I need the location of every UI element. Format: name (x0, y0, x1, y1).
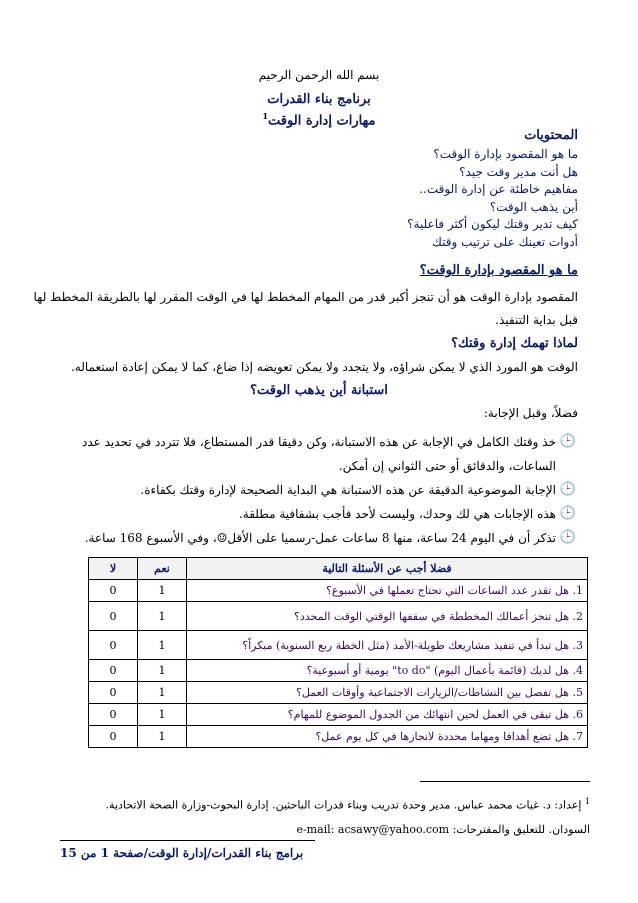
question-text: هل تضع أهدافا ومهاما محددة لانجازها في كل يوم عمل؟ (315, 730, 569, 743)
instruction-text: خذ وقتك الكامل في الإجابة عن هذه الاستبانة، وكن دقيقا قدر المستطاع، فلا تتردد في تحديد عدد الساعات، والدقائق أو حتى الثواني إن أمكن. (82, 435, 556, 473)
no-score[interactable]: 0 (89, 682, 138, 704)
document-title (0, 111, 638, 128)
table-header-row (89, 558, 588, 580)
yes-score[interactable]: 1 (138, 704, 187, 726)
page-footer: برامج بناء القدرات/إدارة الوقت/صفحة 1 من 15 (60, 846, 304, 860)
questions-table (88, 557, 588, 748)
section-heading-definition: ما هو المقصود بإدارة الوقت؟ (419, 263, 578, 278)
question-number: 7. (572, 730, 583, 743)
question-number: 2. (572, 609, 583, 623)
definition-line-1: المقصود بإدارة الوقت هو أن تنجز أكبر قدر من المهام المخطط لها في الوقت المقرر لها بالطريقة المخطط لها (33, 290, 578, 304)
basmala: بسم الله الرحمن الرحيم (258, 68, 380, 82)
no-score[interactable]: 0 (89, 631, 138, 660)
clock-icon: 🕒 (559, 434, 576, 449)
table-row (89, 682, 588, 704)
footnote-line-2: السودان. للتعليق والمقترحات: e-mail: acsawy@yahoo.com (296, 822, 590, 836)
section-heading-importance: لماذا تهمك إدارة وقتك؟ (451, 336, 578, 351)
table-row (89, 602, 588, 631)
no-score[interactable]: 0 (89, 660, 138, 682)
yes-score[interactable]: 1 (138, 660, 187, 682)
question-number: 3. (572, 638, 583, 652)
footnote-marker: 1 (262, 111, 269, 121)
contents-item: ما هو المقصود بإدارة الوقت؟ (433, 147, 578, 161)
question-text: هل تفصل بين النشاطات/الزيارات الاجتماعية وأوقات العمل؟ (296, 686, 569, 699)
table-row (89, 704, 588, 726)
question-number: 1. (572, 584, 583, 597)
definition-line-2: قبل بداية التنفيذ. (495, 313, 578, 327)
yes-score[interactable]: 1 (138, 631, 187, 660)
instruction-item (48, 526, 578, 550)
importance-text: الوقت هو المورد الذي لا يمكن شراؤه، ولا يتجدد ولا يمكن تعويضه إذا ضاع، كما لا يمكن إعادة استعماله. (70, 360, 578, 374)
clock-icon: 🕒 (559, 506, 576, 521)
question-cell (187, 682, 588, 704)
contents-item: هل أنت مدير وقت جيد؟ (459, 164, 578, 179)
yes-score[interactable]: 1 (138, 682, 187, 704)
footnote (45, 790, 590, 842)
question-cell (187, 580, 588, 602)
question-column-header: فضلا أجب عن الأسئلة التالية (187, 558, 588, 580)
contents-item: أدوات تعينك على ترتيب وقتك (432, 234, 578, 249)
footnote-number: 1 (584, 797, 590, 806)
no-score[interactable]: 0 (89, 602, 138, 631)
contents-list (407, 146, 578, 251)
survey-intro: فضلاً، وقبل الإجابة: (483, 406, 578, 420)
no-column-header: لا (89, 558, 138, 580)
question-text: هل تبقى في العمل لحين انتهائك من الجدول الموضوع للمهام؟ (287, 708, 569, 721)
contents-heading: المحتويات (524, 128, 578, 143)
clock-icon: 🕒 (559, 482, 576, 497)
yes-score[interactable]: 1 (138, 726, 187, 748)
instruction-text: تذكر أن في اليوم 24 ساعة، منها 8 ساعات عمل-رسميا على الأقل☺، وفي الأسبوع 168 ساعة. (84, 531, 556, 545)
table-row (89, 631, 588, 660)
question-text: هل لديك (قائمة بأعمال اليوم) "to do" يومية أو أسبوعية؟ (306, 664, 569, 677)
no-score[interactable]: 0 (89, 580, 138, 602)
question-cell (187, 726, 588, 748)
question-text: هل تنجز أعمالك المخططة في سقفها الوقتي الوقت المحدد؟ (294, 609, 569, 623)
question-number: 6. (572, 708, 583, 721)
clock-icon: 🕒 (559, 530, 576, 545)
instruction-item (48, 478, 578, 502)
instruction-text: هذه الإجابات هي لك وحدك، وليست لأحد فأجب بشفافية مطلقة. (238, 507, 556, 521)
contents-item: كيف تدير وقتك ليكون أكثر فاعلية؟ (407, 217, 578, 231)
instruction-text: الإجابة الموضوعية الدقيقة عن هذه الاستبانة هي البداية الصحيحة لإدارة وقتك بكفاءة. (140, 483, 556, 497)
question-cell (187, 660, 588, 682)
footer-divider (60, 840, 315, 841)
contents-item: مفاهيم خاطئة عن إدارة الوقت.. (419, 182, 578, 196)
table-row (89, 660, 588, 682)
table-row (89, 726, 588, 748)
footnote-author-text: إعداد: د. غياث محمد عباس. مدير وحدة تدريب وبناء قدرات الباحثين. إدارة البحوث-وزارة الصحة الاتحادية. (105, 798, 582, 812)
question-cell (187, 631, 588, 660)
table-row (89, 580, 588, 602)
yes-column-header: نعم (138, 558, 187, 580)
question-cell (187, 704, 588, 726)
yes-score[interactable]: 1 (138, 580, 187, 602)
question-number: 4. (572, 664, 583, 677)
footnote-divider (420, 781, 590, 782)
no-score[interactable]: 0 (89, 704, 138, 726)
survey-instructions (48, 430, 578, 550)
document-title-text: مهارات إدارة الوقت (268, 113, 376, 129)
footnote-line-1 (45, 790, 590, 818)
instruction-item (48, 502, 578, 526)
yes-score[interactable]: 1 (138, 602, 187, 631)
instruction-item (48, 430, 578, 478)
question-text: هل تقدر عدد الساعات التي تحتاج تعملها في الأسبوع؟ (326, 584, 569, 597)
survey-heading: استبانة أين يذهب الوقت؟ (250, 383, 388, 398)
question-cell (187, 602, 588, 631)
no-score[interactable]: 0 (89, 726, 138, 748)
question-text: هل تبدأ في تنفيذ مشاريعك طويلة-الأمد (مثل الخطة ربع السنوية) مبكراً؟ (242, 638, 569, 652)
contents-item: أين يذهب الوقت؟ (489, 199, 578, 214)
program-title: برنامج بناء القدرات (267, 92, 371, 107)
question-number: 5. (572, 686, 583, 699)
